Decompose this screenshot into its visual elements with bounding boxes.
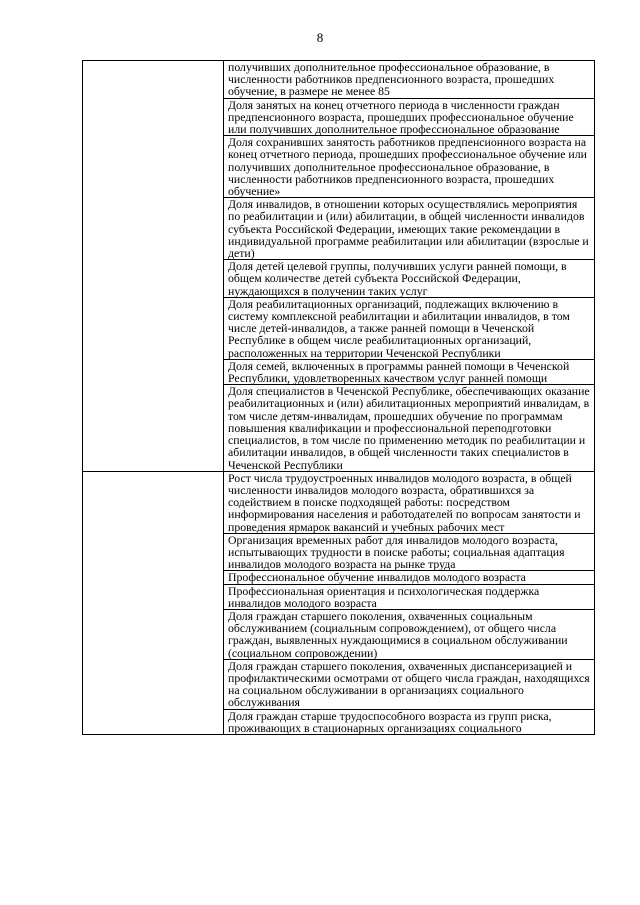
indicator-cell: Рост числа трудоустроенных инвалидов молодого возраста, в общей численности инвалидов молодого возраста, обратившихся за содействием в поиске подходящей работы: посредством информирования населения и работодателей по вопросам занятости и проведения ярмарок вакансий и учебных рабочих мест — [224, 471, 595, 533]
table-row — [83, 61, 595, 99]
left-cell-empty — [83, 61, 224, 472]
indicator-cell: Профессиональное обучение инвалидов молодого возраста — [224, 571, 595, 584]
indicator-cell: Доля граждан старшего поколения, охваченных диспансеризацией и профилактическими осмотрами от общего числа граждан, находящихся на социальном обслуживании в организациях социального обслуживания — [224, 659, 595, 709]
indicator-cell: Профессиональная ориентация и психологическая поддержка инвалидов молодого возраста — [224, 584, 595, 609]
indicator-cell: Организация временных работ для инвалидов молодого возраста, испытывающих трудности в поиске работы; социальная адаптация инвалидов молодого возраста на рынке труда — [224, 533, 595, 571]
indicator-cell: Доля специалистов в Чеченской Республике, обеспечивающих оказание реабилитационных и (или) абилитационных мероприятий инвалидам, в том числе детям-инвалидам, прошедших обучение по программам повышения квалификации и профессиональной переподготовки специалистов, в том числе по применению методик по реабилитации и абилитации инвалидов, в общей численности таких специалистов в Чеченской Республики — [224, 385, 595, 471]
indicator-cell: Доля граждан старшего поколения, охваченных социальным обслуживанием (социальным сопровождением), от общего числа граждан, выявленных нуждающимися в социальном обслуживании (социальном сопровождении) — [224, 609, 595, 659]
indicator-cell: Доля семей, включенных в программы ранней помощи в Чеченской Республики, удовлетворенных качеством услуг ранней помощи — [224, 359, 595, 384]
indicator-cell: Доля занятых на конец отчетного периода в численности граждан предпенсионного возраста, прошедших профессиональное обучение или получивших дополнительное профессиональное образование — [224, 98, 595, 136]
page-number: 8 — [316, 30, 324, 45]
indicator-cell: Доля сохранивших занятость работников предпенсионного возраста на конец отчетного периода, прошедших профессиональное обучение или получивших дополнительное профессиональное образование, в численности работников предпенсионного возраста, прошедших обучение» — [224, 136, 595, 198]
indicator-cell: Доля реабилитационных организаций, подлежащих включению в систему комплексной реабилитации и абилитации инвалидов, в том числе детей-инвалидов, а также ранней помощи в Чеченской Республике в общем числе реабилитационных организаций, расположенных на территории Чеченской Республики — [224, 297, 595, 359]
left-cell-empty — [83, 471, 224, 734]
indicator-cell: Доля инвалидов, в отношении которых осуществлялись мероприятия по реабилитации и (или) абилитации, в общей численности инвалидов субъекта Российской Федерации, имеющих такие рекомендации в индивидуальной программе реабилитации или абилитации (взрослые и дети) — [224, 198, 595, 260]
indicator-cell: получивших дополнительное профессиональное образование, в численности работников предпенсионного возраста, прошедших обучение, в размере не менее 85 — [224, 61, 595, 99]
indicator-cell: Доля граждан старше трудоспособного возраста из групп риска, проживающих в стационарных организациях социального — [224, 709, 595, 734]
table-row — [83, 471, 595, 533]
indicator-cell: Доля детей целевой группы, получивших услуги ранней помощи, в общем количестве детей субъекта Российской Федерации, нуждающихся в получении таких услуг — [224, 260, 595, 298]
indicator-table — [82, 60, 595, 735]
